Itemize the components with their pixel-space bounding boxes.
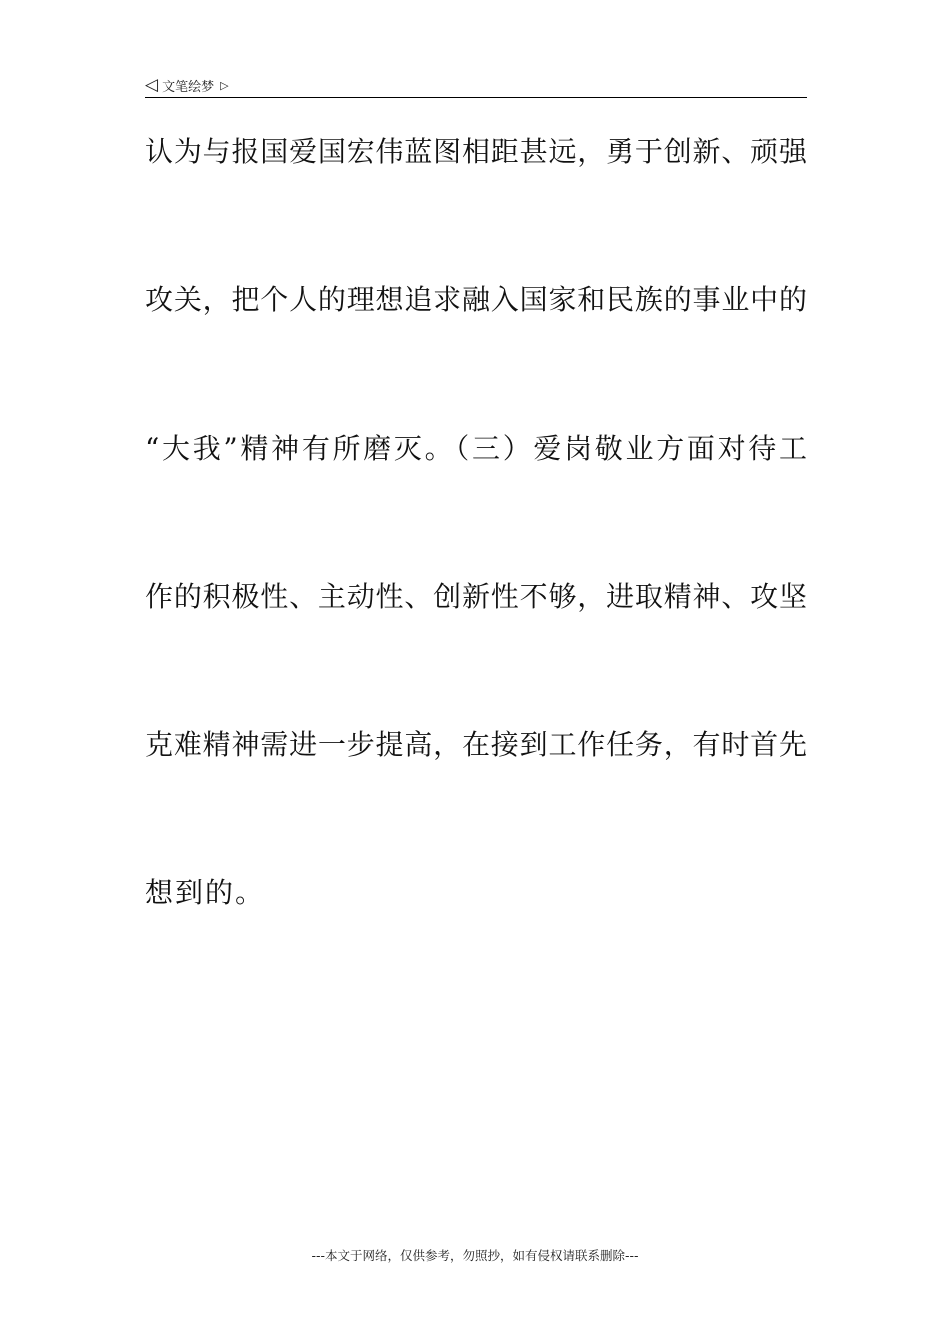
body-line: 攻关，把个人的理想追求融入国家和民族的事业中的: [145, 283, 807, 317]
header-title: 文笔绘梦: [162, 79, 215, 95]
header-divider: [145, 97, 807, 98]
footer-disclaimer: ---本文于网络，仅供参考，勿照抄，如有侵权请联系删除---: [311, 1248, 639, 1263]
page-header: [145, 72, 807, 98]
body-line: 想到的。: [145, 876, 266, 910]
right-triangle-icon: ▷: [220, 78, 229, 92]
body-line: 认为与报国爱国宏伟蓝图相距甚远，勇于创新、顽强: [145, 135, 807, 168]
left-triangle-icon: ◁: [145, 74, 159, 95]
body-line: “大我”精神有所磨灭。（三）爱岗敬业方面对待工: [145, 431, 807, 465]
body-line: 克难精神需进一步提高，在接到工作任务，有时首先: [145, 728, 807, 762]
body-text: [145, 128, 807, 1018]
body-line: 作的积极性、主动性、创新性不够，进取精神、攻坚: [145, 579, 807, 613]
